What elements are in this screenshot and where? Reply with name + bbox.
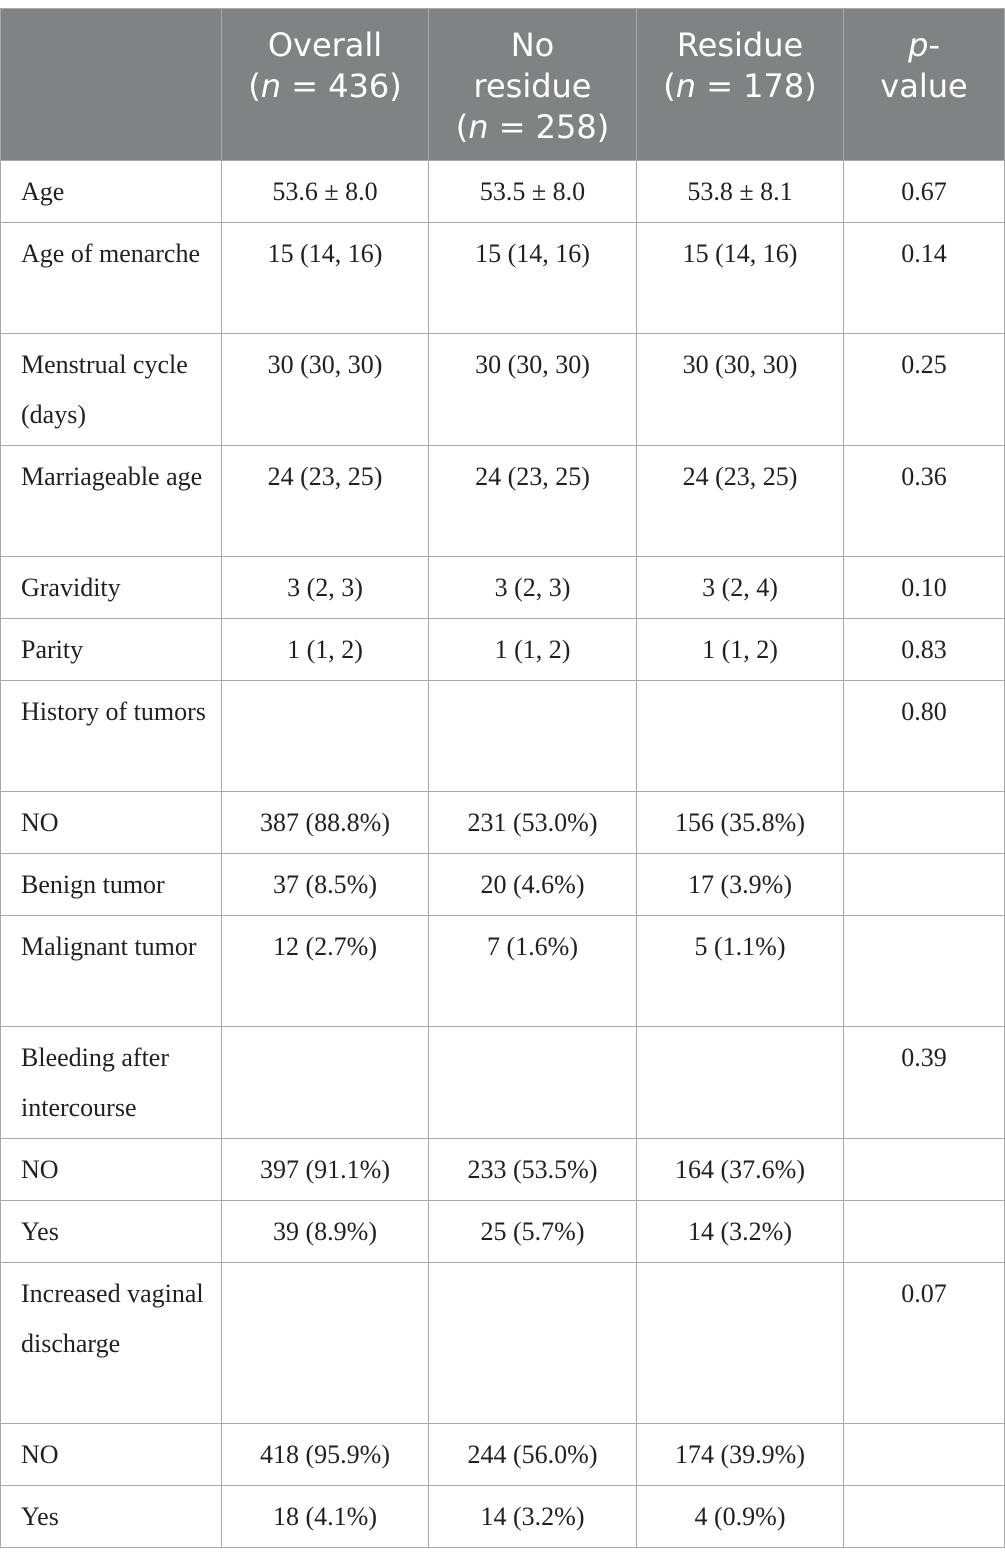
overall-cell: 18 (4.1%) [222,1486,429,1548]
table-row [1,1139,1005,1201]
residue-cell [637,681,844,792]
p-value-cell: 0.67 [844,161,1005,223]
no-residue-cell: 30 (30, 30) [429,334,637,446]
overall-cell: 15 (14, 16) [222,223,429,334]
residue-cell: 1 (1, 2) [637,619,844,681]
row-label: Yes [1,1486,222,1548]
table-row [1,446,1005,557]
no-residue-cell [429,1263,637,1424]
no-residue-cell: 233 (53.5%) [429,1139,637,1201]
table-row [1,1201,1005,1263]
no-residue-cell [429,681,637,792]
row-label: Malignant tumor [1,916,222,1027]
row-label: Parity [1,619,222,681]
p-value-cell [844,1486,1005,1548]
p-value-cell [844,1424,1005,1486]
no-residue-cell: 24 (23, 25) [429,446,637,557]
row-label: Age [1,161,222,223]
no-residue-cell: 14 (3.2%) [429,1486,637,1548]
residue-cell: 174 (39.9%) [637,1424,844,1486]
table-row [1,1027,1005,1139]
overall-cell: 37 (8.5%) [222,854,429,916]
p-value-cell: 0.36 [844,446,1005,557]
p-value-cell: 0.83 [844,619,1005,681]
overall-cell: 24 (23, 25) [222,446,429,557]
row-label: Gravidity [1,557,222,619]
no-residue-cell: 7 (1.6%) [429,916,637,1027]
header-row [1,9,1005,161]
no-residue-cell: 15 (14, 16) [429,223,637,334]
residue-cell [637,1027,844,1139]
table-row [1,854,1005,916]
overall-cell [222,681,429,792]
no-residue-cell: 25 (5.7%) [429,1201,637,1263]
overall-cell: 397 (91.1%) [222,1139,429,1201]
p-value-cell: 0.10 [844,557,1005,619]
no-residue-cell: 231 (53.0%) [429,792,637,854]
table-row [1,334,1005,446]
residue-cell: 15 (14, 16) [637,223,844,334]
row-label: Marriageable age [1,446,222,557]
residue-cell: 5 (1.1%) [637,916,844,1027]
overall-cell: 1 (1, 2) [222,619,429,681]
table-row [1,681,1005,792]
table-body [1,161,1005,1548]
residue-cell: 164 (37.6%) [637,1139,844,1201]
p-value-cell: 0.14 [844,223,1005,334]
overall-cell: 418 (95.9%) [222,1424,429,1486]
row-label: Benign tumor [1,854,222,916]
table-row [1,1424,1005,1486]
overall-cell: 30 (30, 30) [222,334,429,446]
table-row [1,223,1005,334]
table-row [1,1486,1005,1548]
p-value-cell: 0.07 [844,1263,1005,1424]
row-label: NO [1,792,222,854]
no-residue-cell: 20 (4.6%) [429,854,637,916]
residue-cell: 3 (2, 4) [637,557,844,619]
header-no-residue: No residue (n = 258) [429,9,637,161]
row-label: History of tumors [1,681,222,792]
no-residue-cell [429,1027,637,1139]
header-p-value: p- value [844,9,1005,161]
residue-cell: 14 (3.2%) [637,1201,844,1263]
p-value-cell [844,1139,1005,1201]
p-value-cell: 0.39 [844,1027,1005,1139]
p-value-cell [844,792,1005,854]
residue-cell: 4 (0.9%) [637,1486,844,1548]
p-value-cell [844,916,1005,1027]
row-label: Age of menarche [1,223,222,334]
p-value-cell [844,1201,1005,1263]
table-row [1,619,1005,681]
overall-cell [222,1263,429,1424]
p-value-cell [844,854,1005,916]
residue-cell: 24 (23, 25) [637,446,844,557]
residue-cell: 53.8 ± 8.1 [637,161,844,223]
overall-cell [222,1027,429,1139]
row-label: Increased vaginal discharge [1,1263,222,1424]
residue-cell: 30 (30, 30) [637,334,844,446]
header-empty [1,9,222,161]
header-overall: Overall (n = 436) [222,9,429,161]
p-value-cell: 0.25 [844,334,1005,446]
no-residue-cell: 244 (56.0%) [429,1424,637,1486]
table-row [1,916,1005,1027]
residue-cell [637,1263,844,1424]
p-value-cell: 0.80 [844,681,1005,792]
overall-cell: 3 (2, 3) [222,557,429,619]
table-row [1,161,1005,223]
residue-cell: 17 (3.9%) [637,854,844,916]
residue-cell: 156 (35.8%) [637,792,844,854]
overall-cell: 387 (88.8%) [222,792,429,854]
overall-cell: 12 (2.7%) [222,916,429,1027]
no-residue-cell: 1 (1, 2) [429,619,637,681]
no-residue-cell: 53.5 ± 8.0 [429,161,637,223]
row-label: Bleeding after intercourse [1,1027,222,1139]
overall-cell: 39 (8.9%) [222,1201,429,1263]
table-row [1,1263,1005,1424]
row-label: Menstrual cycle (days) [1,334,222,446]
characteristics-table [0,8,1005,1548]
table-row [1,792,1005,854]
table-row [1,557,1005,619]
row-label: NO [1,1424,222,1486]
row-label: Yes [1,1201,222,1263]
header-residue: Residue (n = 178) [637,9,844,161]
overall-cell: 53.6 ± 8.0 [222,161,429,223]
no-residue-cell: 3 (2, 3) [429,557,637,619]
row-label: NO [1,1139,222,1201]
